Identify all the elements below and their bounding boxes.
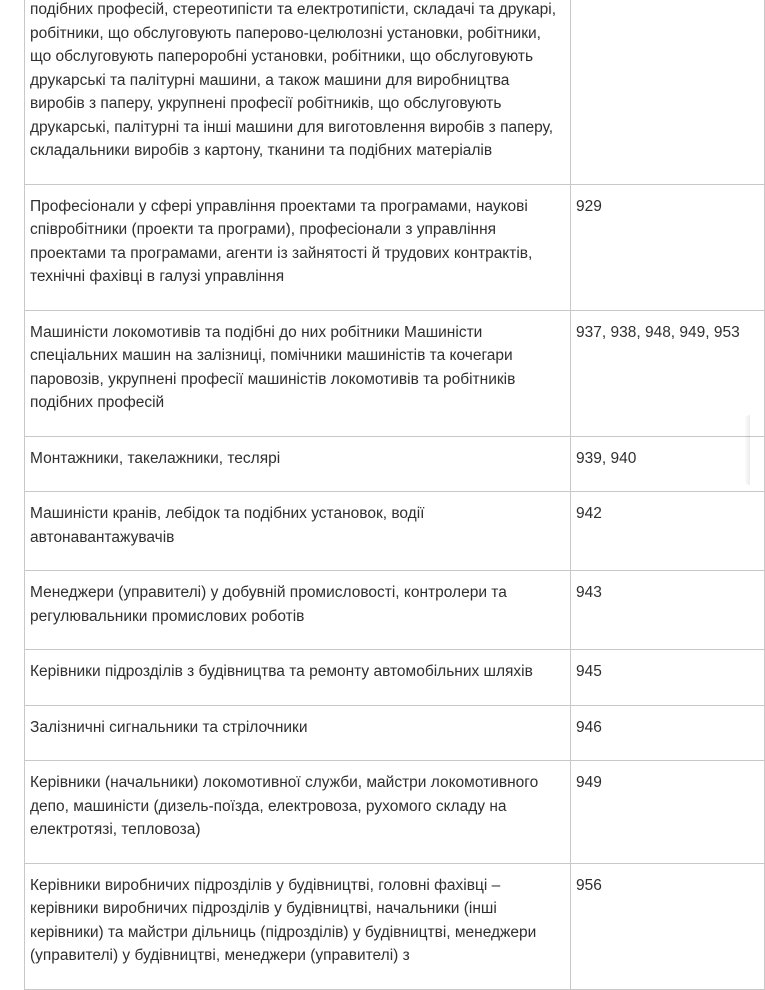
table-row: [25, 761, 765, 864]
table-row: [25, 310, 765, 436]
scroll-edge-shadow: [744, 415, 750, 485]
profession-code-cell: 945: [571, 650, 765, 706]
profession-code-cell: 956: [571, 863, 765, 989]
profession-description-cell: Менеджери (управителі) у добувній промисловості, контролери та регулювальники промислових роботів: [25, 571, 571, 650]
profession-description-cell: Машиністи локомотивів та подібні до них робітники Машиністи спеціальних машин на залізниці, помічники машиністів та кочегари паровозів, укрупнені професії машиністів локомотивів та робітників подібних професій: [25, 310, 571, 436]
profession-code-cell: 929: [571, 184, 765, 310]
profession-description-cell: подібних професій, стереотипісти та електротипісти, складачі та друкарі, робітники, що обслуговують паперово-целюлозні установки, робітники, що обслуговують папероробні установки, робітники, що обслуговують друкарські та палітурні машини, а також машини для виробництва виробів з паперу, укрупнені професії робітників, що обслуговують друкарські, палітурні та інші машини для виготовлення виробів з паперу, складальники виробів з картону, тканини та подібних матеріалів: [25, 0, 571, 184]
profession-description-cell: Керівники (начальники) локомотивної служби, майстри локомотивного депо, машиністи (дизель-поїзда, електровоза, рухомого складу на електротязі, тепловоза): [25, 761, 571, 864]
profession-description-cell: Залізничні сигнальники та стрілочники: [25, 705, 571, 761]
table-row: [25, 184, 765, 310]
profession-code-cell: 937, 938, 948, 949, 953: [571, 310, 765, 436]
table-row: [25, 650, 765, 706]
table-row: [25, 571, 765, 650]
profession-code-cell: 946: [571, 705, 765, 761]
profession-description-cell: Монтажники, такелажники, теслярі: [25, 436, 571, 492]
profession-code-cell: 949: [571, 761, 765, 864]
profession-code-cell: 939, 940: [571, 436, 765, 492]
table-row: [25, 0, 765, 184]
table-row: [25, 436, 765, 492]
profession-code-cell: [571, 0, 765, 184]
profession-description-cell: Професіонали у сфері управління проектами та програмами, наукові співробітники (проекти та програми), професіонали з управління проектами та програмами, агенти із зайнятості й трудових контрактів, технічні фахівці в галузі управління: [25, 184, 571, 310]
professions-codes-table: [24, 0, 765, 990]
profession-description-cell: Керівники підрозділів з будівництва та ремонту автомобільних шляхів: [25, 650, 571, 706]
profession-code-cell: 943: [571, 571, 765, 650]
table-row: [25, 492, 765, 571]
profession-description-cell: Машиністи кранів, лебідок та подібних установок, водії автонавантажувачів: [25, 492, 571, 571]
profession-code-cell: 942: [571, 492, 765, 571]
table-row: [25, 705, 765, 761]
table-row: [25, 863, 765, 989]
profession-description-cell: Керівники виробничих підрозділів у будівництві, головні фахівці – керівники виробничих підрозділів у будівництві, начальники (інші керівники) та майстри дільниць (підрозділів) у будівництві, менеджери (управителі) у будівництві, менеджери (управителі) з: [25, 863, 571, 989]
